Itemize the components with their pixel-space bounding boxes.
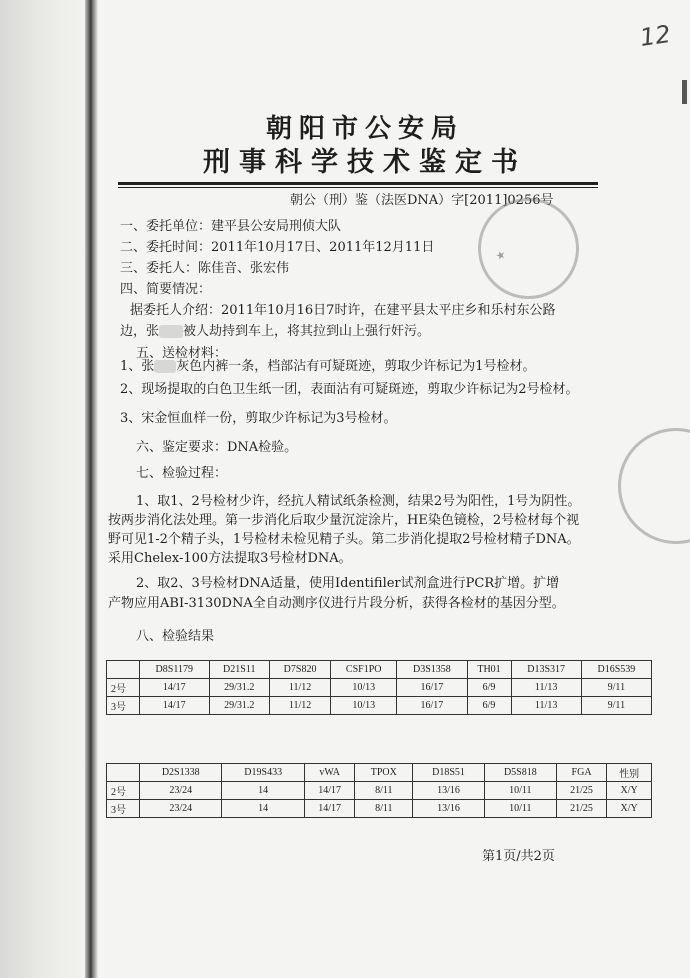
case-text-line2 bbox=[120, 320, 430, 339]
table-cell: 14 bbox=[222, 782, 304, 800]
table-header-cell: D19S433 bbox=[222, 764, 304, 782]
table-cell: 13/16 bbox=[413, 782, 485, 800]
results-table-2 bbox=[106, 763, 652, 818]
table-cell: 14/17 bbox=[304, 800, 355, 818]
table-header-cell bbox=[107, 764, 140, 782]
material-2: 2、现场提取的白色卫生纸一团，表面沾有可疑斑迹，剪取少许标记为2号检材。 bbox=[120, 382, 579, 397]
table-header-cell: D7S820 bbox=[269, 661, 330, 679]
table-cell: 14 bbox=[222, 800, 304, 818]
case-heading: 四、简要情况： bbox=[120, 282, 212, 297]
table-cell: 8/11 bbox=[355, 782, 413, 800]
table-cell: 29/31.2 bbox=[209, 679, 269, 697]
table-cell: 11/12 bbox=[269, 679, 330, 697]
table-cell: 23/24 bbox=[140, 800, 222, 818]
redaction-mark bbox=[159, 325, 183, 338]
table-header-cell: CSF1PO bbox=[331, 661, 397, 679]
table-header-cell: TH01 bbox=[467, 661, 511, 679]
process-1-line4: 采用Chelex-100方法提取3号检材DNA。 bbox=[108, 551, 352, 566]
case-text-line1: 据委托人介绍：2011年10月16日7时许，在建平县太平庄乡和乐村东公路 bbox=[130, 303, 556, 318]
client-unit: 一、委托单位：建平县公安局刑侦大队 bbox=[120, 219, 342, 234]
table-cell: X/Y bbox=[607, 800, 652, 818]
table-cell: 21/25 bbox=[556, 800, 607, 818]
table-header-cell: D5S818 bbox=[484, 764, 556, 782]
material-1 bbox=[120, 355, 536, 374]
table-cell: 11/13 bbox=[511, 697, 581, 715]
row-label: 2号 bbox=[107, 679, 140, 697]
table-header-cell: D2S1338 bbox=[140, 764, 222, 782]
table-row bbox=[107, 800, 652, 818]
commission-time: 二、委托时间：2011年10月17日、2011年12月11日 bbox=[120, 240, 435, 255]
table-cell: 10/13 bbox=[331, 697, 397, 715]
table-header-cell: TPOX bbox=[355, 764, 413, 782]
table-header-cell: D18S51 bbox=[413, 764, 485, 782]
process-1-line1: 1、取1、2号检材少许，经抗人精试纸条检测，结果2号为阳性，1号为阴性。 bbox=[136, 494, 581, 509]
table-cell: 21/25 bbox=[556, 782, 607, 800]
table-cell: 14/17 bbox=[304, 782, 355, 800]
table-header-cell: 性别 bbox=[607, 764, 652, 782]
table-cell: 29/31.2 bbox=[209, 697, 269, 715]
material-1-start: 1、张 bbox=[120, 359, 155, 374]
process-2-line1: 2、取2、3号检材DNA适量，使用Identifiler试剂盒进行PCR扩增。扩增 bbox=[136, 576, 560, 591]
material-3: 3、宋金恒血样一份，剪取少许标记为3号检材。 bbox=[120, 411, 397, 426]
official-seal-partial bbox=[618, 428, 690, 544]
table-header-row bbox=[107, 661, 652, 679]
table-cell: 14/17 bbox=[140, 697, 210, 715]
page-footer: 第1页/共2页 bbox=[482, 849, 555, 864]
case-text-line2-end: 被人劫持到车上，将其拉到山上强行奸污。 bbox=[183, 324, 431, 339]
table-row bbox=[107, 782, 652, 800]
row-label: 3号 bbox=[107, 697, 140, 715]
table-cell: X/Y bbox=[607, 782, 652, 800]
process-heading: 七、检验过程： bbox=[136, 466, 228, 481]
table-header-cell: D21S11 bbox=[209, 661, 269, 679]
official-seal: ★ bbox=[464, 184, 593, 313]
requirement: 六、鉴定要求：DNA检验。 bbox=[136, 440, 298, 455]
table-cell: 9/11 bbox=[581, 697, 651, 715]
table-cell: 11/12 bbox=[269, 697, 330, 715]
table-header-row bbox=[107, 764, 652, 782]
materials-heading: 五、送检材料： bbox=[136, 346, 228, 361]
process-1-line2: 按两步消化法处理。第一步消化后取少量沉淀涂片，HE染色镜检，2号检材每个视 bbox=[108, 513, 580, 528]
material-1-end: 灰色内裤一条，档部沾有可疑斑迹，剪取少许标记为1号检材。 bbox=[176, 359, 536, 374]
table-cell: 16/17 bbox=[397, 679, 467, 697]
table-row bbox=[107, 697, 652, 715]
table-header-cell: D13S317 bbox=[511, 661, 581, 679]
table-cell: 10/11 bbox=[484, 782, 556, 800]
table-row bbox=[107, 679, 652, 697]
table-cell: 9/11 bbox=[581, 679, 651, 697]
table-cell: 16/17 bbox=[397, 697, 467, 715]
document-number: 朝公（刑）鉴（法医DNA）字[2011]0256号 bbox=[290, 193, 554, 208]
table-header-cell: D3S1358 bbox=[397, 661, 467, 679]
table-cell: 8/11 bbox=[355, 800, 413, 818]
results-table-1 bbox=[106, 660, 652, 715]
table-cell: 6/9 bbox=[467, 697, 511, 715]
table-cell: 10/11 bbox=[484, 800, 556, 818]
case-text-line2-start: 边，张 bbox=[120, 324, 160, 339]
table-header-cell: D8S1179 bbox=[140, 661, 210, 679]
table-cell: 14/17 bbox=[140, 679, 210, 697]
table-header-cell bbox=[107, 661, 140, 679]
table-cell: 6/9 bbox=[467, 679, 511, 697]
process-1-line3: 野可见1-2个精子头，1号检材未检见精子头。第二步消化提取2号检材精子DNA。 bbox=[108, 532, 580, 547]
results-heading: 八、检验结果 bbox=[136, 629, 215, 644]
title-line2: 刑事科学技术鉴定书 bbox=[203, 147, 527, 178]
handwritten-page-number: 12 bbox=[638, 20, 673, 52]
table-header-cell: vWA bbox=[304, 764, 355, 782]
client-person: 三、委托人：陈佳音、张宏伟 bbox=[120, 261, 290, 276]
table-cell: 10/13 bbox=[331, 679, 397, 697]
process-2-line2: 产物应用ABI-3130DNA全自动测序仪进行片段分析，获得各检材的基因分型。 bbox=[108, 596, 565, 611]
table-header-cell: D16S539 bbox=[581, 661, 651, 679]
title-line1: 朝阳市公安局 bbox=[265, 114, 464, 144]
edge-mark bbox=[682, 80, 687, 104]
table-cell: 13/16 bbox=[413, 800, 485, 818]
row-label: 3号 bbox=[107, 800, 140, 818]
table-header-cell: FGA bbox=[556, 764, 607, 782]
row-label: 2号 bbox=[107, 782, 140, 800]
table-cell: 23/24 bbox=[140, 782, 222, 800]
redaction-mark bbox=[154, 360, 176, 373]
title-rule bbox=[118, 182, 598, 188]
table-cell: 11/13 bbox=[511, 679, 581, 697]
